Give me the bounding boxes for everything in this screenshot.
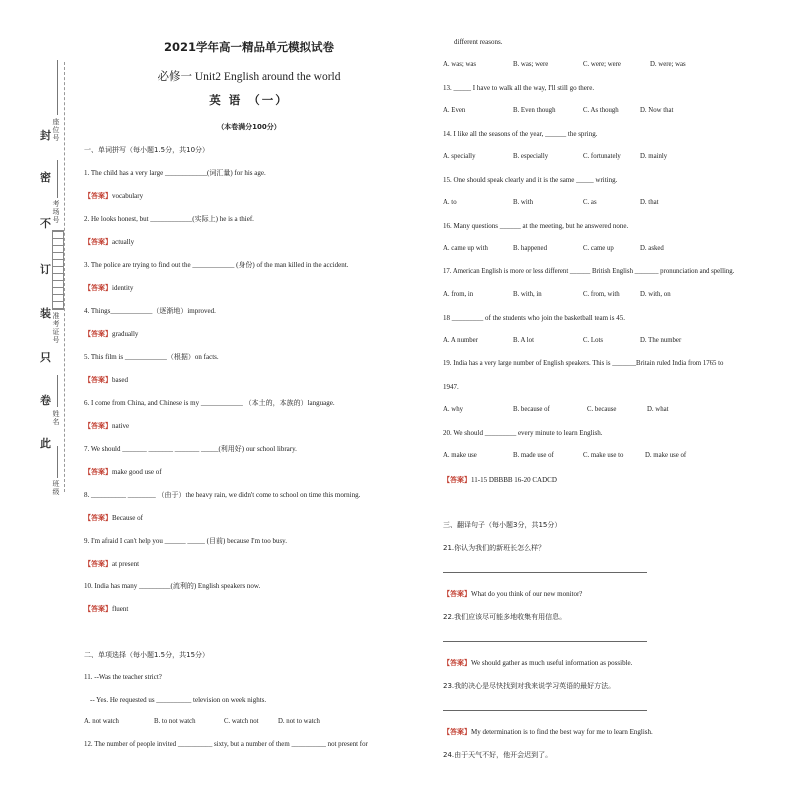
- answer-tag: 【答案】: [84, 605, 112, 613]
- q14-option-b: B. especially: [513, 153, 549, 160]
- question-22: 22.我们应该尽可能多地收集有用信息。: [443, 613, 567, 621]
- answer-line-22: [443, 641, 647, 642]
- score-note: （本卷满分100分）: [217, 123, 281, 131]
- q20-option-d: D. make use of: [645, 452, 687, 459]
- q14-option-c: C. fortunately: [583, 153, 621, 160]
- section1-heading: 一、单词拼写（每小题1.5分，共10分）: [84, 146, 210, 154]
- question-20: 20. We should _________ every minute to learn English.: [443, 429, 603, 437]
- class-line: [57, 446, 58, 478]
- question-14: 14. I like all the seasons of the year, ______ the spring.: [443, 130, 598, 138]
- answer-4: 【答案】gradually: [84, 330, 139, 338]
- question-13: 13. _____ I have to walk all the way, I'll still go there.: [443, 84, 595, 92]
- q19-option-a: A. why: [443, 406, 464, 413]
- answer-2: 【答案】actually: [84, 238, 135, 246]
- q15-option-d: D. that: [640, 199, 659, 206]
- question-12: 12. The number of people invited __________ sixty, but a number of them __________ not present for: [84, 741, 368, 748]
- question-23: 23.我的决心是尽快找到对我来说学习英语的最好方法。: [443, 682, 616, 690]
- answer-tag: 【答案】: [84, 238, 112, 246]
- q13-option-d: D. Now that: [640, 107, 674, 114]
- exam-room-field: 考场号: [52, 200, 60, 224]
- question-1: 1. The child has a very large ____________(词汇量) for his age.: [84, 169, 266, 177]
- answer-tag: 【答案】: [84, 422, 112, 430]
- q18-option-a: A. A number: [443, 337, 478, 344]
- q17-option-a: A. from, in: [443, 291, 474, 298]
- q17-option-d: D. with, on: [640, 291, 671, 298]
- answer-10: 【答案】fluent: [84, 605, 129, 613]
- q11-option-c: C. watch not: [224, 718, 259, 725]
- question-11-reply: -- Yes. He requested us __________ television on week nights.: [90, 696, 267, 704]
- q16-option-c: C. came up: [583, 245, 614, 252]
- question-21: 21.你认为我们的新班长怎么样？: [443, 544, 546, 552]
- answer-line-23: [443, 710, 647, 711]
- q20-option-b: B. made use of: [513, 452, 554, 459]
- q20-option-c: C. make use to: [583, 452, 624, 459]
- subject-title: 英 语 （一）: [209, 93, 289, 107]
- exam-room-line: [57, 160, 58, 198]
- seal-char: 装: [40, 308, 51, 320]
- q13-option-c: C. As though: [583, 107, 619, 114]
- seat-number-field: 座位号: [52, 118, 60, 142]
- q18-option-b: B. A lot: [513, 337, 534, 344]
- answer-tag: 【答案】: [443, 728, 471, 736]
- question-3: 3. The police are trying to find out the ____________ (身份) of the man killed in the accident.: [84, 261, 349, 269]
- exam-title: 2021学年高一精品单元模拟试卷: [163, 40, 334, 54]
- binding-dashed-line: [64, 62, 65, 492]
- answer-tag: 【答案】: [84, 330, 112, 338]
- answer-21: 【答案】What do you think of our new monitor?: [443, 590, 583, 598]
- answer-1: 【答案】vocabulary: [84, 192, 144, 200]
- section2-answer: 【答案】11-15 DBBBB 16-20 CADCD: [443, 476, 557, 484]
- q16-option-d: D. asked: [640, 245, 664, 252]
- q20-option-a: A. make use: [443, 452, 477, 459]
- answer-tag: 【答案】: [84, 560, 112, 568]
- answer-tag: 【答案】: [443, 659, 471, 667]
- answer-23: 【答案】My determination is to find the best way for me to learn English.: [443, 728, 653, 736]
- q18-option-c: C. Lots: [583, 337, 604, 344]
- question-12-cont: different reasons.: [454, 38, 503, 46]
- q13-option-a: A. Even: [443, 107, 466, 114]
- answer-tag: 【答案】: [443, 590, 471, 598]
- question-10: 10. India has many _________(流利的) English speakers now.: [84, 582, 261, 590]
- question-11: 11. --Was the teacher strict?: [84, 673, 162, 681]
- question-15: 15. One should speak clearly and it is the same _____ writing.: [443, 176, 618, 184]
- seal-char: 密: [40, 172, 51, 184]
- class-field: 班级: [52, 480, 60, 496]
- q17-option-b: B. with, in: [513, 291, 542, 298]
- q19-option-d: D. what: [647, 406, 669, 413]
- answer-tag: 【答案】: [84, 192, 112, 200]
- answer-tag: 【答案】: [443, 476, 471, 484]
- question-4: 4. Things____________（逐渐地）improved.: [84, 307, 216, 315]
- seal-char: 只: [40, 352, 51, 364]
- exam-subtitle: 必修一 Unit2 English around the world: [157, 71, 341, 83]
- question-19: 19. India has a very large number of English speakers. This is _______Britain ruled India from 1765 to: [443, 360, 724, 367]
- question-5: 5. This film is ____________（根据）on facts.: [84, 353, 219, 361]
- answer-6: 【答案】native: [84, 422, 130, 430]
- question-17: 17. American English is more or less different ______ British English _______ pronunciation and spelling.: [443, 268, 735, 275]
- q17-option-c: C. from, with: [583, 291, 620, 298]
- q11-option-a: A. not watch: [84, 718, 119, 725]
- section2-heading: 二、单项选择（每小题1.5分，共15分）: [84, 651, 210, 659]
- seat-number-line: [57, 60, 58, 115]
- question-16: 16. Many questions ______ at the meeting, but he answered none.: [443, 222, 629, 230]
- answer-tag: 【答案】: [84, 376, 112, 384]
- answer-7: 【答案】make good use of: [84, 468, 162, 476]
- answer-tag: 【答案】: [84, 284, 112, 292]
- q14-option-d: D. mainly: [640, 153, 668, 160]
- question-8: 8. __________ ________ （由于）the heavy rain, we didn't come to school on time this morning.: [84, 491, 361, 499]
- exam-number-grid: [52, 230, 64, 310]
- seal-char: 卷: [40, 395, 51, 407]
- seal-char: 此: [40, 438, 51, 450]
- seal-char: 订: [40, 264, 51, 276]
- exam-number-field: 准考证号: [52, 312, 60, 344]
- seal-char: 不: [40, 218, 51, 230]
- answer-8: 【答案】Because of: [84, 514, 143, 522]
- name-field: 姓名: [52, 410, 60, 426]
- q16-option-a: A. came up with: [443, 245, 488, 252]
- seal-char: 封: [40, 130, 51, 142]
- answer-22: 【答案】We should gather as much useful information as possible.: [443, 659, 633, 667]
- question-18: 18 _________ of the students who join the basketball team is 45.: [443, 314, 625, 322]
- q12-option-b: B. was; were: [513, 61, 549, 68]
- q12-option-a: A. was; was: [443, 61, 477, 68]
- question-24: 24.由于天气不好，他开会迟到了。: [443, 751, 553, 759]
- answer-tag: 【答案】: [84, 468, 112, 476]
- q19-option-c: C. because: [587, 406, 617, 413]
- question-9: 9. I'm afraid I can't help you ______ _____ (目前) because I'm too busy.: [84, 537, 287, 545]
- q16-option-b: B. happened: [513, 245, 547, 252]
- question-19-cont: 1947.: [443, 383, 459, 391]
- q11-option-d: D. not to watch: [278, 718, 320, 725]
- question-6: 6. I come from China, and Chinese is my ____________ （本土的，本族的）language.: [84, 399, 335, 407]
- q15-option-c: C. as: [583, 199, 597, 206]
- answer-line-21: [443, 572, 647, 573]
- question-2: 2. He looks honest, but ____________(实际上) he is a thief.: [84, 215, 254, 223]
- answer-9: 【答案】at present: [84, 560, 140, 568]
- answer-5: 【答案】based: [84, 376, 128, 384]
- q14-option-a: A. specially: [443, 153, 476, 160]
- q19-option-b: B. because of: [513, 406, 550, 413]
- name-line: [57, 375, 58, 407]
- question-7: 7. We should _______ _______ _______ _____(利用好) our school library.: [84, 445, 297, 453]
- q11-option-b: B. to not watch: [154, 718, 196, 725]
- q13-option-b: B. Even though: [513, 107, 556, 114]
- q15-option-b: B. with: [513, 199, 534, 206]
- q12-option-d: D. were; was: [650, 61, 686, 68]
- section3-heading: 三、翻译句子（每小题3分，共15分）: [443, 521, 562, 529]
- answer-tag: 【答案】: [84, 514, 112, 522]
- q12-option-c: C. were; were: [583, 61, 621, 68]
- q15-option-a: A. to: [443, 199, 457, 206]
- q18-option-d: D. The number: [640, 337, 682, 344]
- answer-3: 【答案】identity: [84, 284, 134, 292]
